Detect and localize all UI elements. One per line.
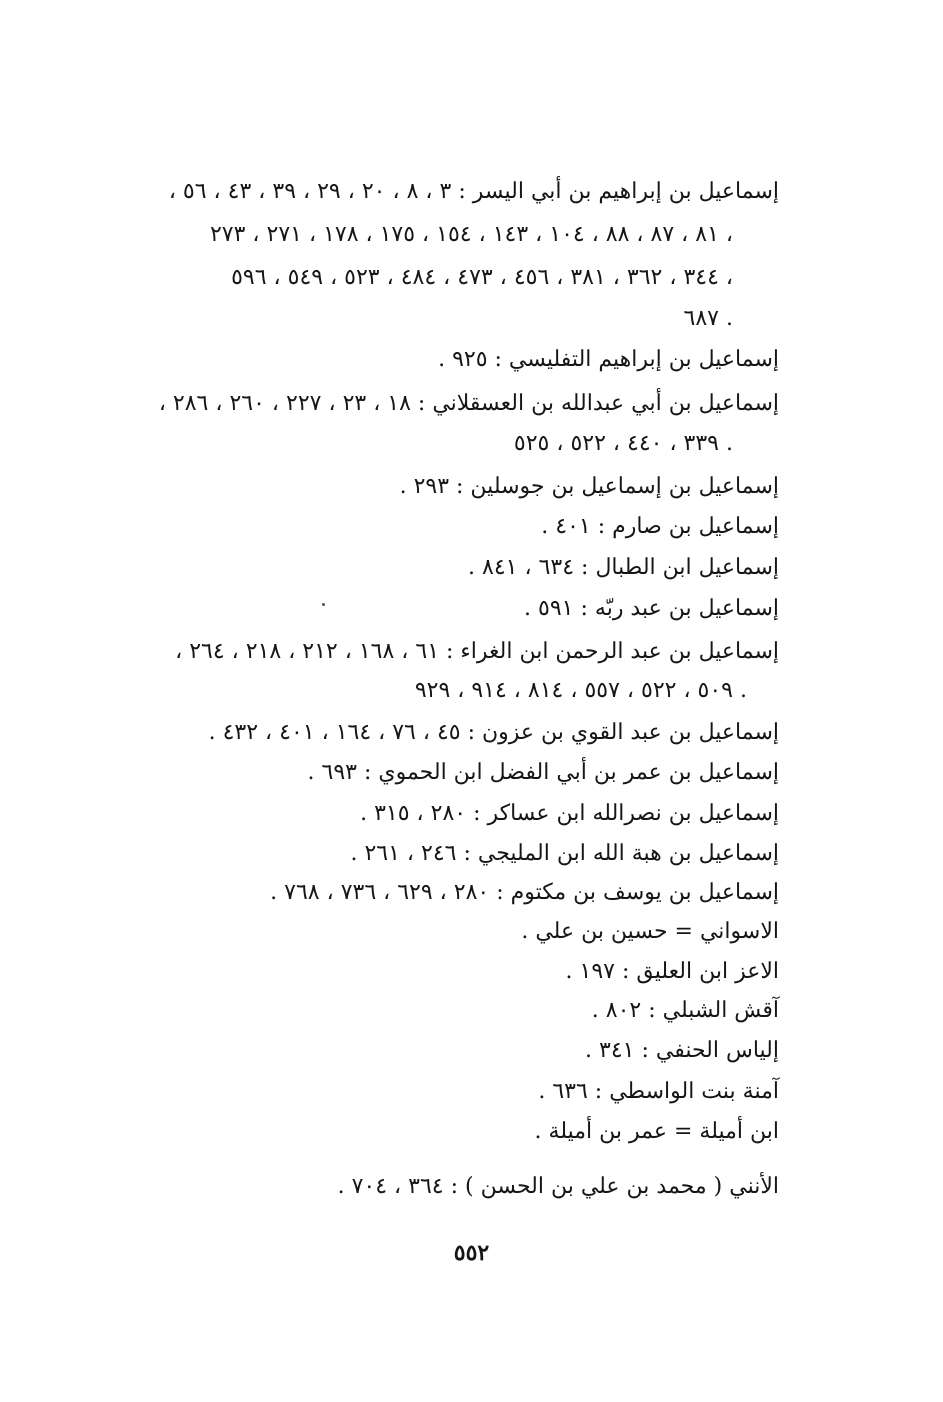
index-entry: ابن أميلة = عمر بن أميلة . xyxy=(534,1119,779,1144)
page-number: ٥٥٢ xyxy=(453,1240,490,1266)
index-entry-continuation: ٨١ ، ٨٧ ، ٨٨ ، ١٠٤ ، ١٤٣ ، ١٥٤ ، ١٧٥ ، ١٧٨ ، ٢٧١ ، ٢٧٣ ، xyxy=(209,222,733,247)
index-entry: إسماعيل بن عمر بن أبي الفضل ابن الحموي : ٦٩٣ . xyxy=(307,760,779,785)
index-entry: إسماعيل بن إبراهيم بن أبي اليسر : ٣ ، ٨ ، ٢٠ ، ٢٩ ، ٣٩ ، ٤٣ ، ٥٦ ، xyxy=(168,179,779,204)
scan-speck xyxy=(322,603,325,606)
index-entry: إسماعيل بن إسماعيل بن جوسلين : ٢٩٣ . xyxy=(399,474,779,499)
index-entry: إسماعيل بن عبد القوي بن عزون : ٤٥ ، ٧٦ ، ١٦٤ ، ٤٠١ ، ٤٣٢ . xyxy=(208,720,779,745)
index-entry-continuation: ٥٠٩ ، ٥٢٢ ، ٥٥٧ ، ٨١٤ ، ٩١٤ ، ٩٢٩ . xyxy=(414,678,747,703)
index-entry: إسماعيل بن أبي عبدالله بن العسقلاني : ١٨ ، ٢٣ ، ٢٢٧ ، ٢٦٠ ، ٢٨٦ ، xyxy=(158,391,779,416)
index-entry: آقش الشبلي : ٨٠٢ . xyxy=(591,998,779,1023)
index-entry: الاسواني = حسين بن علي . xyxy=(521,919,779,944)
index-entry: إسماعيل بن عبد الرحمن ابن الغراء : ٦١ ، ١٦٨ ، ٢١٢ ، ٢١٨ ، ٢٦٤ ، xyxy=(175,639,779,664)
index-entry: إسماعيل بن نصرالله ابن عساكر : ٢٨٠ ، ٣١٥ . xyxy=(360,801,779,826)
index-entry: إلياس الحنفي : ٣٤١ . xyxy=(585,1038,779,1063)
index-entry: إسماعيل بن إبراهيم التفليسي : ٩٢٥ . xyxy=(438,347,779,372)
index-entry: آمنة بنت الواسطي : ٦٣٦ . xyxy=(538,1079,779,1104)
index-entry: إسماعيل بن هبة الله ابن المليجي : ٢٤٦ ، ٢٦١ . xyxy=(350,841,779,866)
index-entry-continuation: ٣٣٩ ، ٤٤٠ ، ٥٢٢ ، ٥٢٥ . xyxy=(513,431,733,456)
index-entry-continuation: ٦٨٧ . xyxy=(683,306,733,331)
index-entry-continuation: ٣٤٤ ، ٣٦٢ ، ٣٨١ ، ٤٥٦ ، ٤٧٣ ، ٤٨٤ ، ٥٢٣ ، ٥٤٩ ، ٥٩٦ ، xyxy=(231,265,733,290)
index-entry: الاعز ابن العليق : ١٩٧ . xyxy=(565,959,779,984)
index-entry: إسماعيل بن صارم : ٤٠١ . xyxy=(541,514,779,539)
index-entry: الأنني ( محمد بن علي بن الحسن ) : ٣٦٤ ، ٧٠٤ . xyxy=(337,1174,779,1199)
index-entry: إسماعيل ابن الطبال : ٦٣٤ ، ٨٤١ . xyxy=(468,555,779,580)
index-entry: إسماعيل بن عبد ربّه : ٥٩١ . xyxy=(524,596,779,621)
index-entry: إسماعيل بن يوسف بن مكتوم : ٢٨٠ ، ٦٢٩ ، ٧٣٦ ، ٧٦٨ . xyxy=(270,880,779,905)
